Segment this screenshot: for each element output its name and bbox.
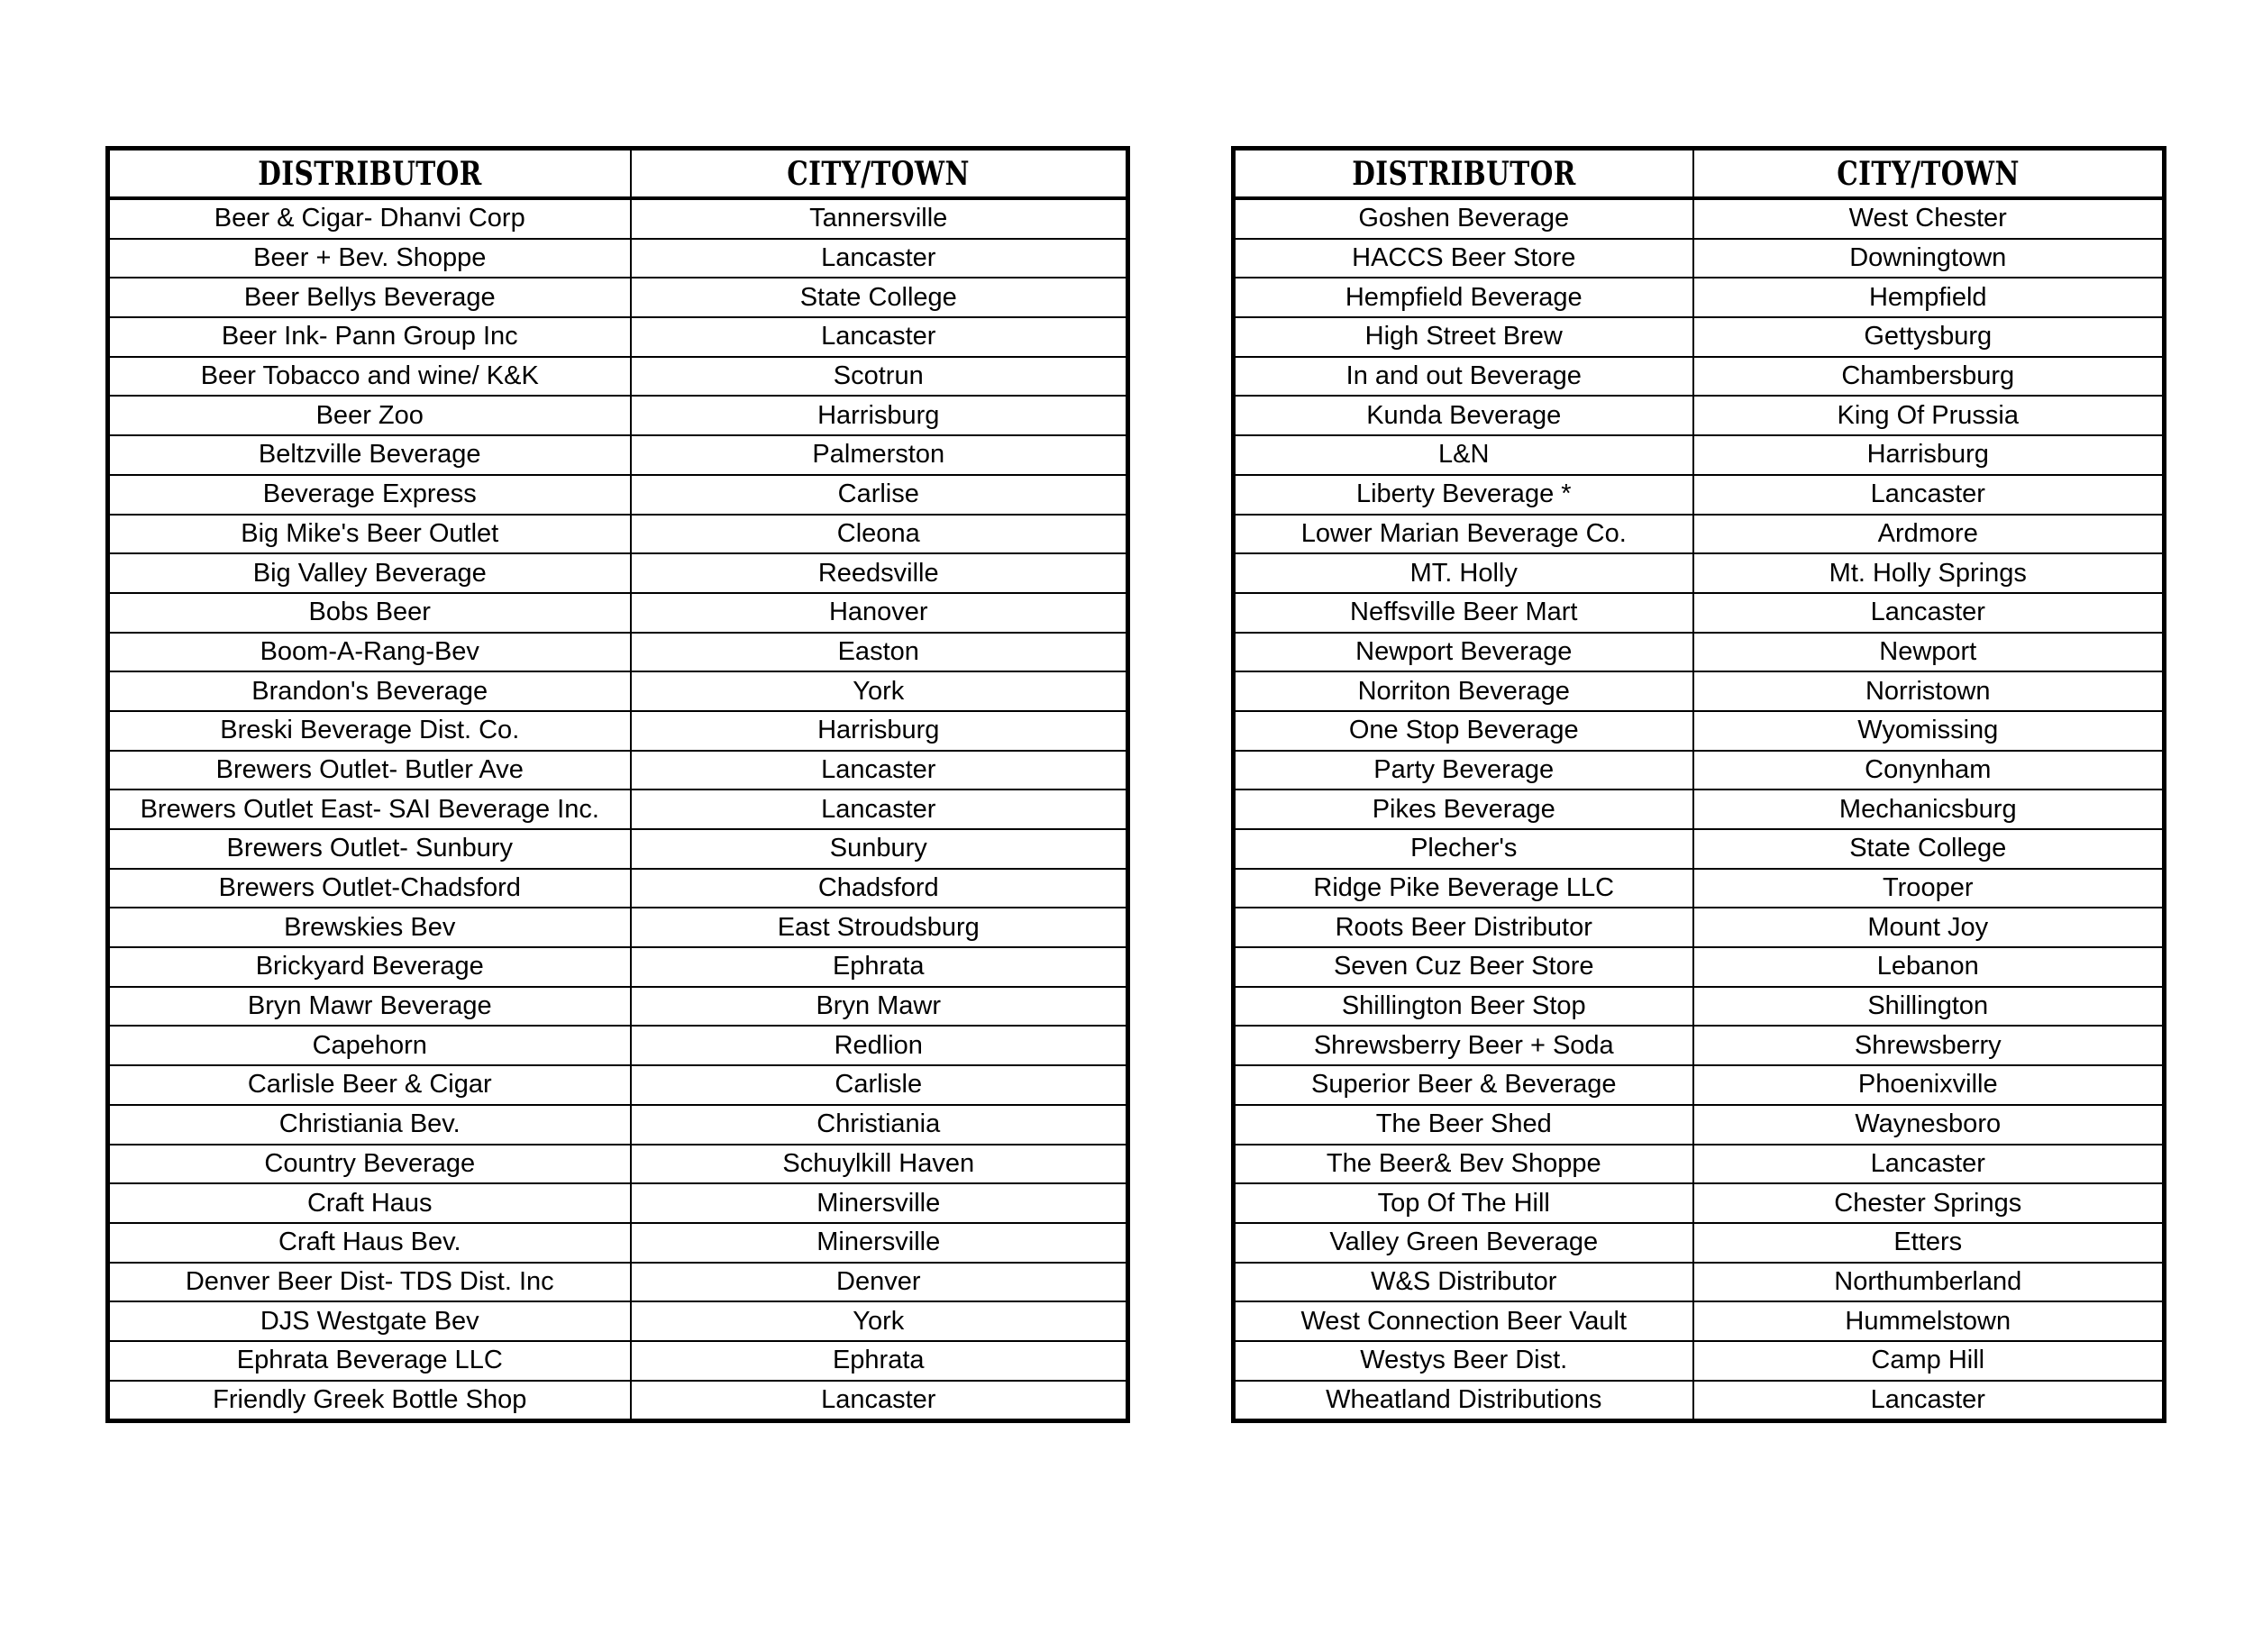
table-row — [1234, 1381, 2165, 1421]
table-row — [1234, 553, 2165, 593]
city-town-cell: Lancaster — [1693, 475, 2165, 515]
distributor-cell: Brandon's Beverage — [108, 671, 631, 711]
city-town-cell: Waynesboro — [1693, 1105, 2165, 1145]
distributor-cell: Carlisle Beer & Cigar — [108, 1065, 631, 1105]
distributor-cell: Kunda Beverage — [1234, 396, 1693, 435]
table-row — [108, 1105, 1128, 1145]
table-row — [1234, 869, 2165, 908]
distributor-cell: Craft Haus — [108, 1183, 631, 1223]
table-row — [108, 633, 1128, 672]
table-row — [108, 1381, 1128, 1421]
city-town-cell: Reedsville — [631, 553, 1128, 593]
city-town-cell: Wyomissing — [1693, 711, 2165, 751]
table-row — [108, 671, 1128, 711]
table-row — [1234, 947, 2165, 987]
table-row — [108, 908, 1128, 947]
table-row — [1234, 1341, 2165, 1381]
distributor-cell: Lower Marian Beverage Co. — [1234, 515, 1693, 554]
table-row — [108, 711, 1128, 751]
city-town-cell: Trooper — [1693, 869, 2165, 908]
table-row — [108, 317, 1128, 357]
city-town-cell: Carlise — [631, 475, 1128, 515]
distributor-cell: Ridge Pike Beverage LLC — [1234, 869, 1693, 908]
city-town-cell: Minersville — [631, 1223, 1128, 1263]
city-town-cell: Lancaster — [1693, 1381, 2165, 1421]
table-row — [108, 396, 1128, 435]
city-town-cell: Mt. Holly Springs — [1693, 553, 2165, 593]
distributor-cell: Beer & Cigar- Dhanvi Corp — [108, 198, 631, 239]
distributor-cell: Beltzville Beverage — [108, 435, 631, 475]
table-row — [1234, 396, 2165, 435]
table-row — [108, 553, 1128, 593]
table-row — [108, 789, 1128, 829]
table-row — [108, 947, 1128, 987]
distributor-cell: Brewers Outlet-Chadsford — [108, 869, 631, 908]
table-row — [1234, 317, 2165, 357]
distributor-cell: Neffsville Beer Mart — [1234, 593, 1693, 633]
distributor-cell: Top Of The Hill — [1234, 1183, 1693, 1223]
table-row — [1234, 357, 2165, 397]
city-town-cell: Gettysburg — [1693, 317, 2165, 357]
distributor-cell: Plecher's — [1234, 829, 1693, 869]
city-town-cell: Mechanicsburg — [1693, 789, 2165, 829]
distributor-cell: Shrewsberry Beer + Soda — [1234, 1026, 1693, 1065]
distributor-cell: Beer + Bev. Shoppe — [108, 239, 631, 278]
distributor-cell: Liberty Beverage * — [1234, 475, 1693, 515]
table-row — [108, 1223, 1128, 1263]
distributor-cell: L&N — [1234, 435, 1693, 475]
table-row — [108, 515, 1128, 554]
table-row — [108, 357, 1128, 397]
table-row — [108, 1263, 1128, 1302]
city-town-cell: Hempfield — [1693, 278, 2165, 317]
distributor-cell: Beer Tobacco and wine/ K&K — [108, 357, 631, 397]
distributor-cell: Wheatland Distributions — [1234, 1381, 1693, 1421]
table-row — [108, 1145, 1128, 1184]
table-row — [1234, 593, 2165, 633]
distributor-cell: Bobs Beer — [108, 593, 631, 633]
city-town-cell: Camp Hill — [1693, 1341, 2165, 1381]
distributor-table-left — [105, 146, 1130, 1423]
table-row — [108, 475, 1128, 515]
city-town-cell: Etters — [1693, 1223, 2165, 1263]
distributor-cell: Westys Beer Dist. — [1234, 1341, 1693, 1381]
city-town-cell: Mount Joy — [1693, 908, 2165, 947]
distributor-cell: Hempfield Beverage — [1234, 278, 1693, 317]
distributor-cell: DJS Westgate Bev — [108, 1301, 631, 1341]
distributor-cell: West Connection Beer Vault — [1234, 1301, 1693, 1341]
table-row — [108, 278, 1128, 317]
table-row — [108, 1341, 1128, 1381]
distributor-cell: HACCS Beer Store — [1234, 239, 1693, 278]
city-town-cell: Harrisburg — [631, 711, 1128, 751]
table-row — [108, 829, 1128, 869]
header-city-town: CITY/TOWN — [631, 149, 1128, 199]
distributor-cell: Brewers Outlet- Sunbury — [108, 829, 631, 869]
city-town-cell: Conynham — [1693, 751, 2165, 790]
table-header-row — [1234, 149, 2165, 199]
city-town-cell: West Chester — [1693, 198, 2165, 239]
distributor-cell: Brewskies Bev — [108, 908, 631, 947]
city-town-cell: King Of Prussia — [1693, 396, 2165, 435]
city-town-cell: Lebanon — [1693, 947, 2165, 987]
city-town-cell: State College — [631, 278, 1128, 317]
city-town-cell: Ardmore — [1693, 515, 2165, 554]
city-town-cell: Shillington — [1693, 987, 2165, 1027]
distributor-cell: Craft Haus Bev. — [108, 1223, 631, 1263]
city-town-cell: Shrewsberry — [1693, 1026, 2165, 1065]
table-row — [1234, 1145, 2165, 1184]
table-row — [1234, 1263, 2165, 1302]
distributor-cell: The Beer& Bev Shoppe — [1234, 1145, 1693, 1184]
table-row — [1234, 671, 2165, 711]
city-town-cell: Ephrata — [631, 947, 1128, 987]
table-row — [1234, 1223, 2165, 1263]
table-row — [1234, 751, 2165, 790]
city-town-cell: Easton — [631, 633, 1128, 672]
table-row — [1234, 278, 2165, 317]
distributor-cell: Pikes Beverage — [1234, 789, 1693, 829]
city-town-cell: Tannersville — [631, 198, 1128, 239]
city-town-cell: Carlisle — [631, 1065, 1128, 1105]
distributor-cell: Christiania Bev. — [108, 1105, 631, 1145]
distributor-cell: Seven Cuz Beer Store — [1234, 947, 1693, 987]
city-town-cell: Chadsford — [631, 869, 1128, 908]
table-header-row — [108, 149, 1128, 199]
table-row — [108, 1183, 1128, 1223]
table-row — [108, 987, 1128, 1027]
table-row — [108, 239, 1128, 278]
city-town-cell: Lancaster — [631, 239, 1128, 278]
table-row — [1234, 1301, 2165, 1341]
city-town-cell: Downingtown — [1693, 239, 2165, 278]
city-town-cell: Christiania — [631, 1105, 1128, 1145]
city-town-cell: Schuylkill Haven — [631, 1145, 1128, 1184]
table-row — [1234, 435, 2165, 475]
distributor-cell: Big Mike's Beer Outlet — [108, 515, 631, 554]
table-row — [1234, 789, 2165, 829]
city-town-cell: Phoenixville — [1693, 1065, 2165, 1105]
distributor-cell: Boom-A-Rang-Bev — [108, 633, 631, 672]
city-town-cell: Minersville — [631, 1183, 1128, 1223]
table-row — [1234, 633, 2165, 672]
city-town-cell: Northumberland — [1693, 1263, 2165, 1302]
city-town-cell: Lancaster — [1693, 1145, 2165, 1184]
table-row — [108, 198, 1128, 239]
table-row — [108, 1026, 1128, 1065]
table-row — [1234, 711, 2165, 751]
city-town-cell: York — [631, 671, 1128, 711]
header-city-town: CITY/TOWN — [1693, 149, 2165, 199]
distributor-cell: Friendly Greek Bottle Shop — [108, 1381, 631, 1421]
table-row — [108, 435, 1128, 475]
distributor-cell: Shillington Beer Stop — [1234, 987, 1693, 1027]
city-town-cell: Scotrun — [631, 357, 1128, 397]
city-town-cell: Redlion — [631, 1026, 1128, 1065]
distributor-cell: Roots Beer Distributor — [1234, 908, 1693, 947]
table-row — [1234, 1065, 2165, 1105]
distributor-cell: In and out Beverage — [1234, 357, 1693, 397]
table-row — [108, 593, 1128, 633]
city-town-cell: Lancaster — [631, 789, 1128, 829]
distributor-cell: W&S Distributor — [1234, 1263, 1693, 1302]
distributor-cell: Beer Bellys Beverage — [108, 278, 631, 317]
distributor-cell: Party Beverage — [1234, 751, 1693, 790]
table-row — [1234, 987, 2165, 1027]
distributor-cell: Superior Beer & Beverage — [1234, 1065, 1693, 1105]
distributor-cell: Beverage Express — [108, 475, 631, 515]
table-row — [1234, 515, 2165, 554]
table-row — [108, 1065, 1128, 1105]
city-town-cell: Norristown — [1693, 671, 2165, 711]
table-row — [1234, 1026, 2165, 1065]
distributor-cell: Country Beverage — [108, 1145, 631, 1184]
header-distributor: DISTRIBUTOR — [1234, 149, 1693, 199]
city-town-cell: Lancaster — [1693, 593, 2165, 633]
table-row — [1234, 829, 2165, 869]
city-town-cell: York — [631, 1301, 1128, 1341]
city-town-cell: Bryn Mawr — [631, 987, 1128, 1027]
table-row — [108, 1301, 1128, 1341]
distributor-cell: MT. Holly — [1234, 553, 1693, 593]
table-row — [1234, 475, 2165, 515]
distributor-cell: Breski Beverage Dist. Co. — [108, 711, 631, 751]
city-town-cell: Lancaster — [631, 751, 1128, 790]
city-town-cell: East Stroudsburg — [631, 908, 1128, 947]
city-town-cell: Hanover — [631, 593, 1128, 633]
distributor-cell: Beer Zoo — [108, 396, 631, 435]
distributor-cell: Brewers Outlet- Butler Ave — [108, 751, 631, 790]
distributor-cell: Brickyard Beverage — [108, 947, 631, 987]
distributor-cell: Denver Beer Dist- TDS Dist. Inc — [108, 1263, 631, 1302]
city-town-cell: Lancaster — [631, 1381, 1128, 1421]
table-row — [1234, 239, 2165, 278]
distributor-cell: Goshen Beverage — [1234, 198, 1693, 239]
city-town-cell: State College — [1693, 829, 2165, 869]
distributor-cell: Big Valley Beverage — [108, 553, 631, 593]
table-row — [1234, 1183, 2165, 1223]
distributor-cell: Beer Ink- Pann Group Inc — [108, 317, 631, 357]
city-town-cell: Newport — [1693, 633, 2165, 672]
distributor-cell: Bryn Mawr Beverage — [108, 987, 631, 1027]
distributor-cell: The Beer Shed — [1234, 1105, 1693, 1145]
table-row — [1234, 1105, 2165, 1145]
distributor-cell: Valley Green Beverage — [1234, 1223, 1693, 1263]
city-town-cell: Denver — [631, 1263, 1128, 1302]
distributor-table-right — [1231, 146, 2166, 1423]
city-town-cell: Palmerston — [631, 435, 1128, 475]
distributor-cell: Norriton Beverage — [1234, 671, 1693, 711]
distributor-cell: One Stop Beverage — [1234, 711, 1693, 751]
city-town-cell: Sunbury — [631, 829, 1128, 869]
table-body — [1234, 198, 2165, 1421]
city-town-cell: Lancaster — [631, 317, 1128, 357]
table-row — [108, 869, 1128, 908]
header-distributor: DISTRIBUTOR — [108, 149, 631, 199]
table-row — [108, 751, 1128, 790]
distributor-cell: Ephrata Beverage LLC — [108, 1341, 631, 1381]
table-row — [1234, 908, 2165, 947]
table-row — [1234, 198, 2165, 239]
city-town-cell: Harrisburg — [631, 396, 1128, 435]
city-town-cell: Harrisburg — [1693, 435, 2165, 475]
distributor-cell: Brewers Outlet East- SAI Beverage Inc. — [108, 789, 631, 829]
table-body — [108, 198, 1128, 1421]
city-town-cell: Ephrata — [631, 1341, 1128, 1381]
city-town-cell: Hummelstown — [1693, 1301, 2165, 1341]
distributor-cell: Newport Beverage — [1234, 633, 1693, 672]
distributor-cell: Capehorn — [108, 1026, 631, 1065]
distributor-cell: High Street Brew — [1234, 317, 1693, 357]
city-town-cell: Chester Springs — [1693, 1183, 2165, 1223]
city-town-cell: Chambersburg — [1693, 357, 2165, 397]
city-town-cell: Cleona — [631, 515, 1128, 554]
